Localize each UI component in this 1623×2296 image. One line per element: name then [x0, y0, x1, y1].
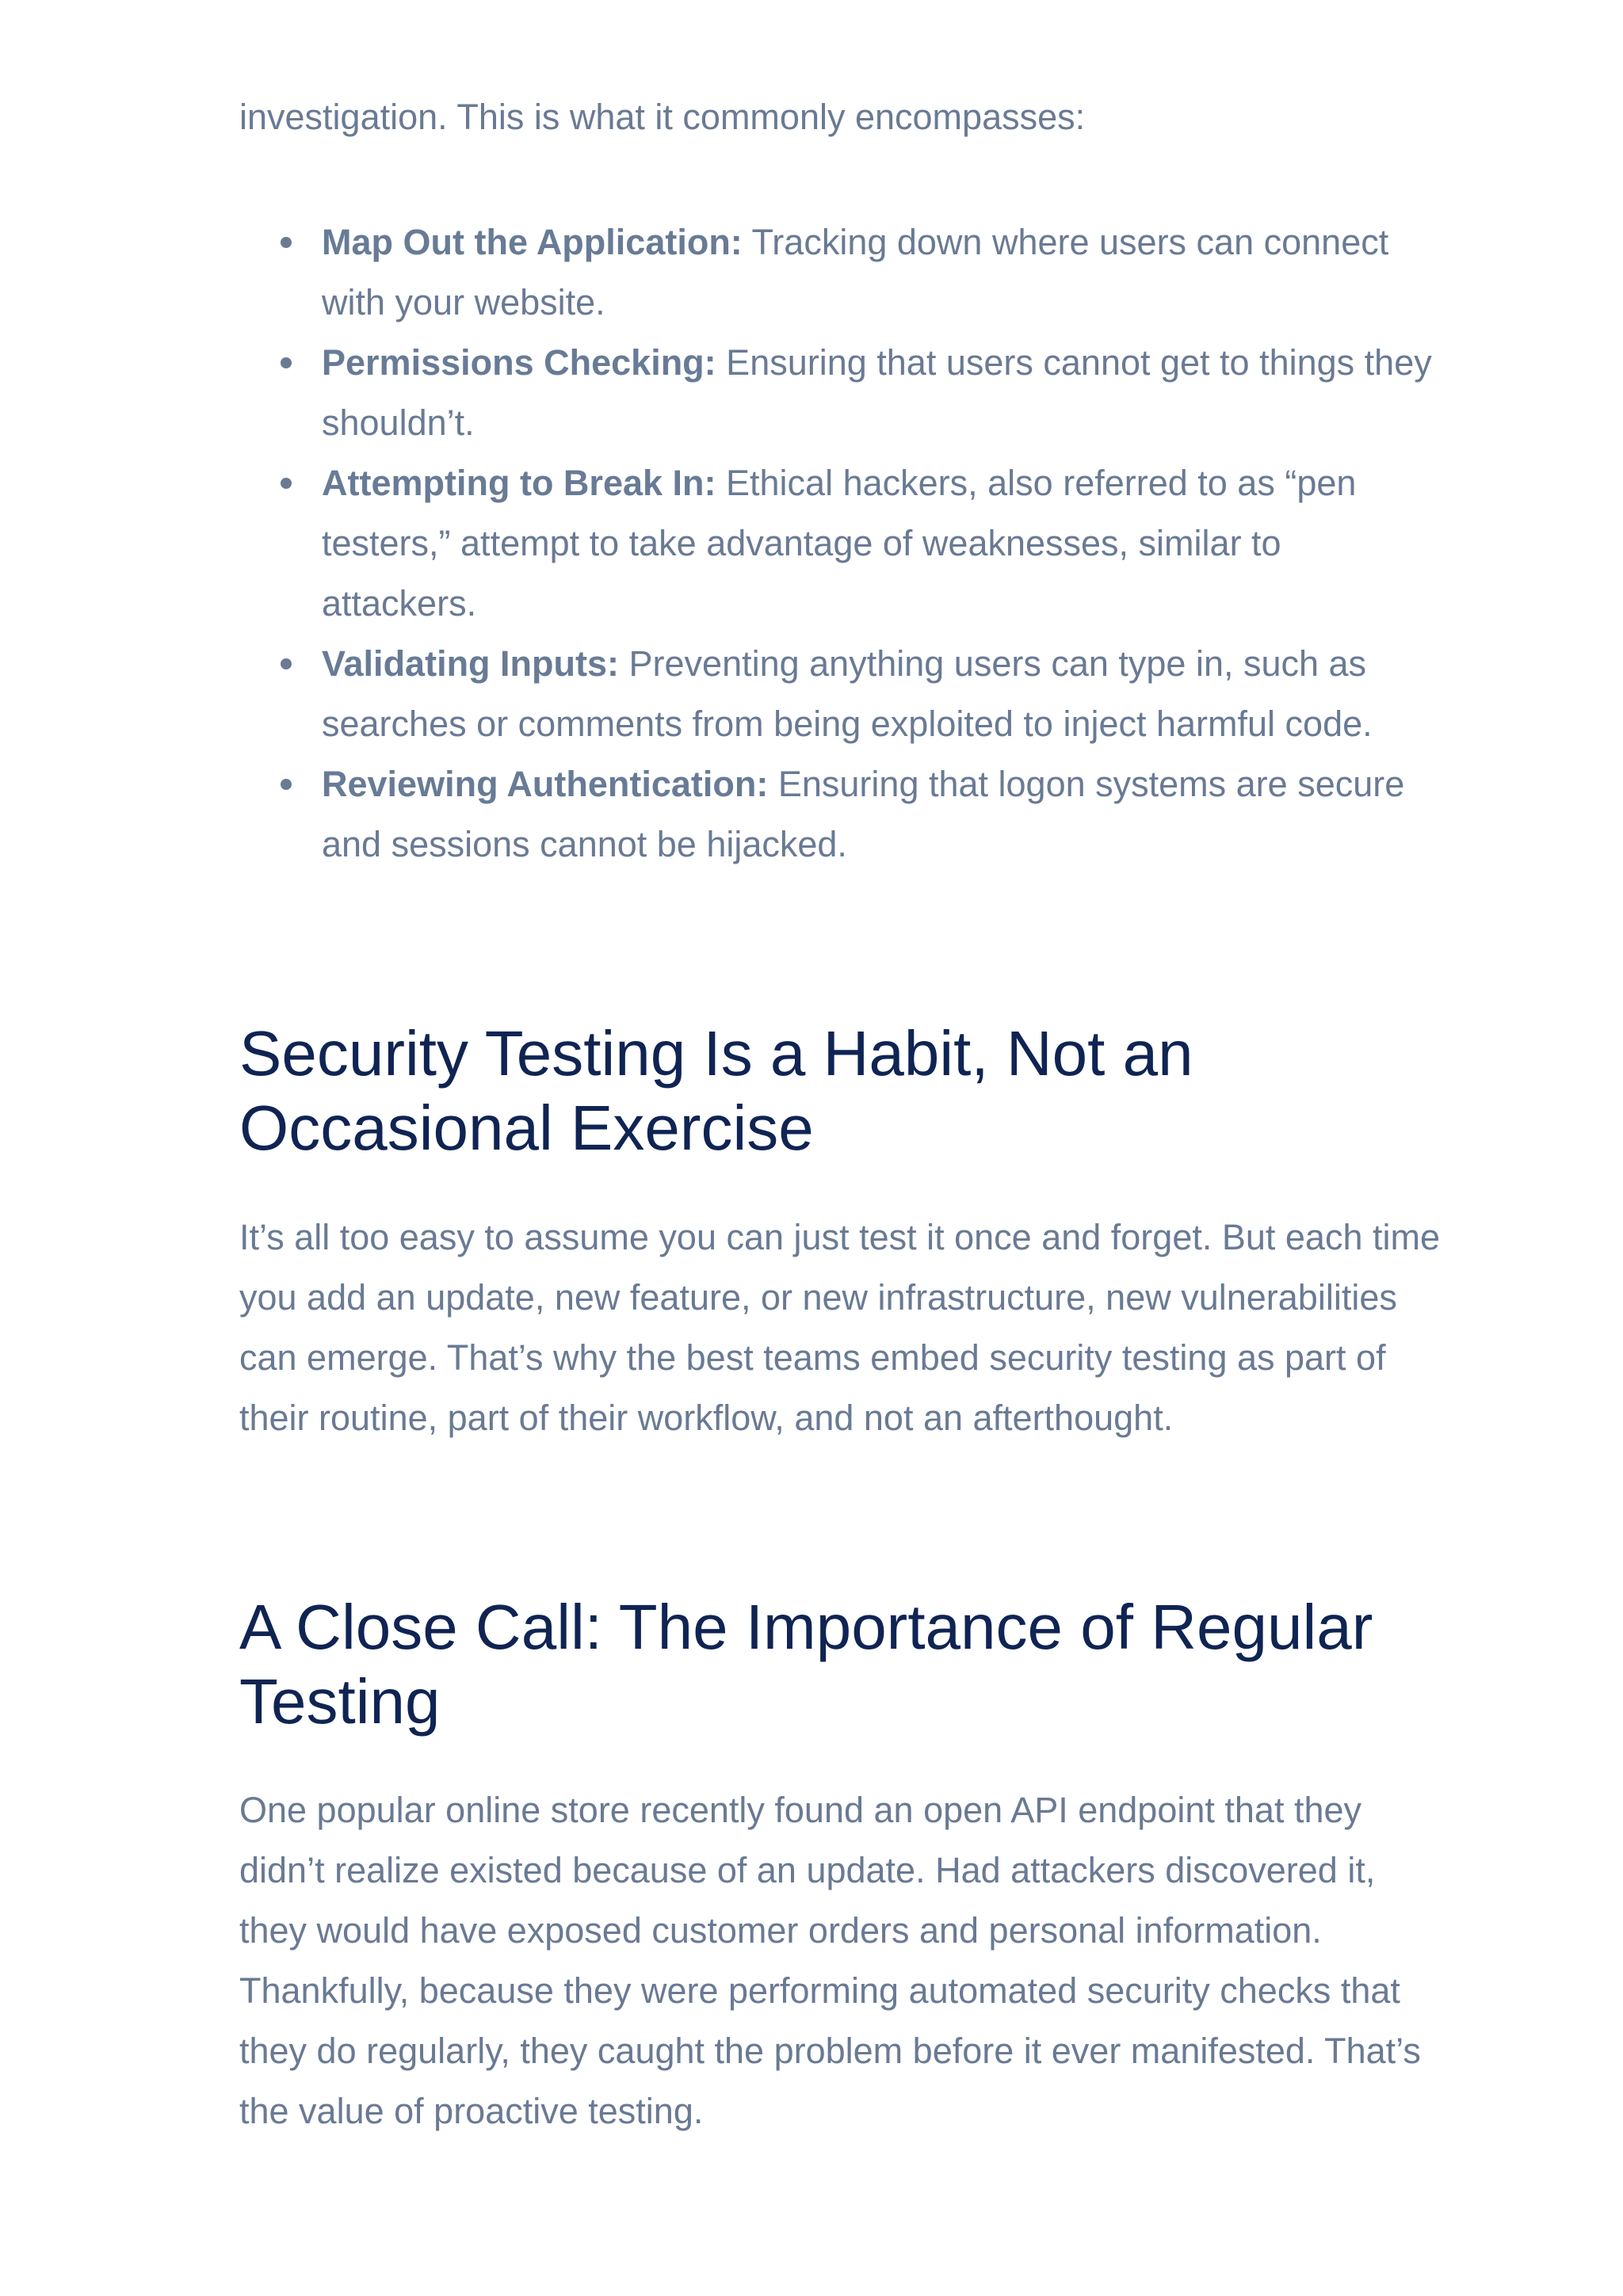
list-item-term: Map Out the Application: — [322, 222, 743, 262]
bullet-list — [239, 212, 1444, 875]
intro-paragraph-wrap — [239, 90, 1444, 151]
list-item — [322, 333, 1444, 453]
bullet-dot-icon — [281, 478, 292, 489]
list-item-text: Tracking down where users can connect with your website. — [322, 222, 1389, 322]
list-item — [322, 453, 1444, 634]
bullet-dot-icon — [281, 357, 292, 368]
section-heading-close-call: A Close Call: The Importance of Regular Testing — [239, 1592, 1373, 1737]
list-item-text: Ensuring that users cannot get to things they shouldn’t. — [322, 342, 1432, 443]
section-paragraph-close-call-wrap — [239, 1780, 1444, 2142]
list-item-text: Preventing anything users can type in, such as searches or comments from being exploited to inject harmful code. — [322, 643, 1373, 744]
section-heading-habit: Security Testing Is a Habit, Not an Occasional Exercise — [239, 1018, 1193, 1163]
list-item-text: Ethical hackers, also referred to as “pen testers,” attempt to take advantage of weaknesses, similar to attackers. — [322, 463, 1357, 624]
bullet-dot-icon — [281, 237, 292, 248]
section-paragraph-habit: It’s all too easy to assume you can just test it once and forget. But each time you add an update, new feature, or new infrastructure, new vulnerabilities can emerge. That’s why the best teams embed security testing as part of their routine, part of their workflow, and not an afterthought. — [239, 1217, 1440, 1438]
section-paragraph-close-call: One popular online store recently found an open API endpoint that they didn’t realize existed because of an update. Had attackers discovered it, they would have exposed customer orders and personal information. Thankfully, because they were performing automated security checks that they do regularly, they caught the problem before it ever manifested. That’s the value of proactive testing. — [239, 1790, 1421, 2131]
list-item — [322, 212, 1444, 333]
section-paragraph-habit-wrap — [239, 1207, 1444, 1448]
list-item-term: Reviewing Authentication: — [322, 764, 769, 804]
bullet-dot-icon — [281, 658, 292, 669]
list-item — [322, 634, 1444, 754]
list-item-text: Ensuring that logon systems are secure and sessions cannot be hijacked. — [322, 764, 1405, 864]
list-item-term: Permissions Checking: — [322, 342, 716, 383]
list-item-term: Attempting to Break In: — [322, 463, 716, 503]
list-item — [322, 754, 1444, 875]
bullet-dot-icon — [281, 779, 292, 790]
list-item-term: Validating Inputs: — [322, 643, 620, 684]
intro-paragraph: investigation. This is what it commonly encompasses: — [239, 97, 1086, 137]
